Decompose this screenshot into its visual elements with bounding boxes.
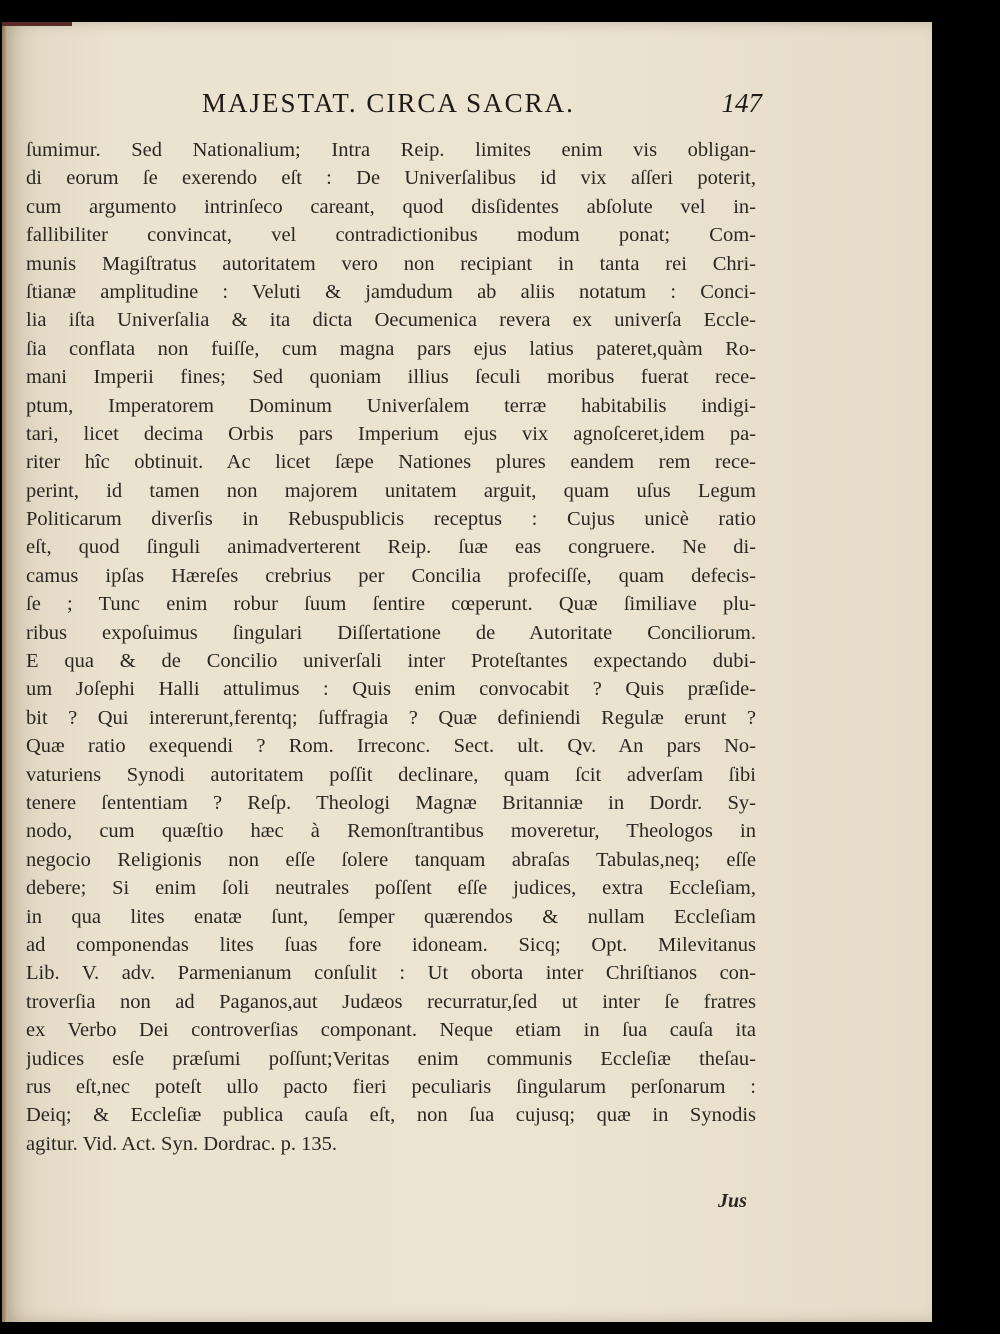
text-line: ſia conflata non fuiſſe, cum magna pars ejus latius pateret,quàm Ro- — [26, 337, 756, 360]
text-line: ſtianæ amplitudine : Veluti & jamdudum ab aliis notatum : Conci- — [26, 280, 756, 303]
text-line: lia iſta Univerſalia & ita dicta Oecumenica revera ex univerſa Eccle- — [26, 309, 756, 332]
page-number: 147 — [721, 88, 762, 118]
text-line: ex Verbo Dei controverſias componant. Neque etiam in ſua cauſa ita — [26, 1019, 756, 1042]
text-line: camus ipſas Hæreſes crebrius per Concilia profeciſſe, quam defecis- — [26, 564, 756, 587]
text-line: in qua lites enatæ ſunt, ſemper quærendos & nullam Eccleſiam — [26, 905, 756, 928]
text-line: judices esſe præſumi poſſunt;Veritas enim communis Eccleſiæ theſau- — [26, 1047, 756, 1070]
catchword: Jus — [718, 1190, 747, 1212]
text-line: debere; Si enim ſoli neutrales poſſent eſſe judices, extra Eccleſiam, — [26, 877, 756, 900]
text-line: ſumimur. Sed Nationalium; Intra Reip. limites enim vis obligan- — [26, 139, 756, 161]
text-line: nodo, cum quæſtio hæc à Remonſtrantibus moveretur, Theologos in — [26, 820, 756, 843]
text-line: rus eſt,nec poteſt ullo pacto fieri peculiaris ſingularum perſonarum : — [26, 1075, 756, 1098]
text-line: vaturiens Synodi autoritatem poſſit declinare, quam ſcit adverſam ſibi — [26, 763, 756, 786]
text-line: tari, licet decima Orbis pars Imperium ejus vix agnoſceret,idem pa- — [26, 422, 756, 445]
page-gutter-shadow — [2, 22, 8, 1322]
text-line: di eorum ſe exerendo eſt : De Univerſalibus id vix aſſeri poterit, — [26, 167, 756, 190]
text-line: bit ? Qui intererunt,ferentq; ſuffragia ? Quæ definiendi Regulæ erunt ? — [26, 706, 756, 729]
text-line: E qua & de Concilio univerſali inter Proteſtantes expectando dubi- — [26, 650, 756, 673]
text-line: perint, id tamen non majorem unitatem arguit, quam uſus Legum — [26, 479, 756, 502]
text-line: ad componendas lites ſuas fore idoneam. Sicq; Opt. Milevitanus — [26, 933, 756, 956]
text-line: riter hîc obtinuit. Ac licet ſæpe Nationes plures eandem rem rece- — [26, 451, 756, 474]
text-line: troverſia non ad Paganos,aut Judæos recurratur,ſed ut inter ſe fratres — [26, 990, 756, 1013]
text-line: tenere ſententiam ? Reſp. Theologi Magnæ Britanniæ in Dordr. Sy- — [26, 791, 756, 814]
text-line: ſe ; Tunc enim robur ſuum ſentire cœperunt. Quæ ſimiliave plu- — [26, 593, 756, 616]
text-line: um Joſephi Halli attulimus : Quis enim convocabit ? Quis præſide- — [26, 678, 756, 701]
text-line: Lib. V. adv. Parmenianum conſulit : Ut oborta inter Chriſtianos con- — [26, 962, 756, 985]
text-line: ribus expoſuimus ſingulari Diſſertatione de Autoritate Conciliorum. — [26, 621, 756, 644]
text-line: munis Magiſtratus autoritatem vero non recipiant in tanta rei Chri- — [26, 252, 756, 275]
text-line: Deiq; & Eccleſiæ publica cauſa eſt, non ſua cujusq; quæ in Synodis — [26, 1104, 756, 1127]
text-line: ptum, Imperatorem Dominum Univerſalem terræ habitabilis indigi- — [26, 394, 756, 417]
body-text-block — [26, 136, 756, 1158]
binding-corner-mark — [2, 22, 72, 26]
text-line: Politicarum diverſis in Rebuspublicis receptus : Cujus unicè ratio — [26, 508, 756, 531]
text-line: mani Imperii fines; Sed quoniam illius ſeculi moribus fuerat rece- — [26, 366, 756, 389]
text-line: fallibiliter convincat, vel contradictionibus modum ponat; Com- — [26, 224, 756, 247]
text-line: eſt, quod ſinguli animadverterent Reip. ſuæ eas congruere. Ne di- — [26, 536, 756, 559]
book-page — [2, 22, 932, 1322]
text-line: cum argumento intrinſeco careant, quod disſidentes abſolute vel in- — [26, 195, 756, 218]
text-line: agitur. Vid. Act. Syn. Dordrac. p. 135. — [26, 1132, 337, 1155]
page-header — [32, 88, 762, 128]
running-title: MAJESTAT. CIRCA SACRA. — [202, 88, 575, 118]
text-line: Quæ ratio exequendi ? Rom. Irreconc. Sect. ult. Qv. An pars No- — [26, 735, 756, 758]
text-line: negocio Religionis non eſſe ſolere tanquam abraſas Tabulas,neq; eſſe — [26, 848, 756, 871]
